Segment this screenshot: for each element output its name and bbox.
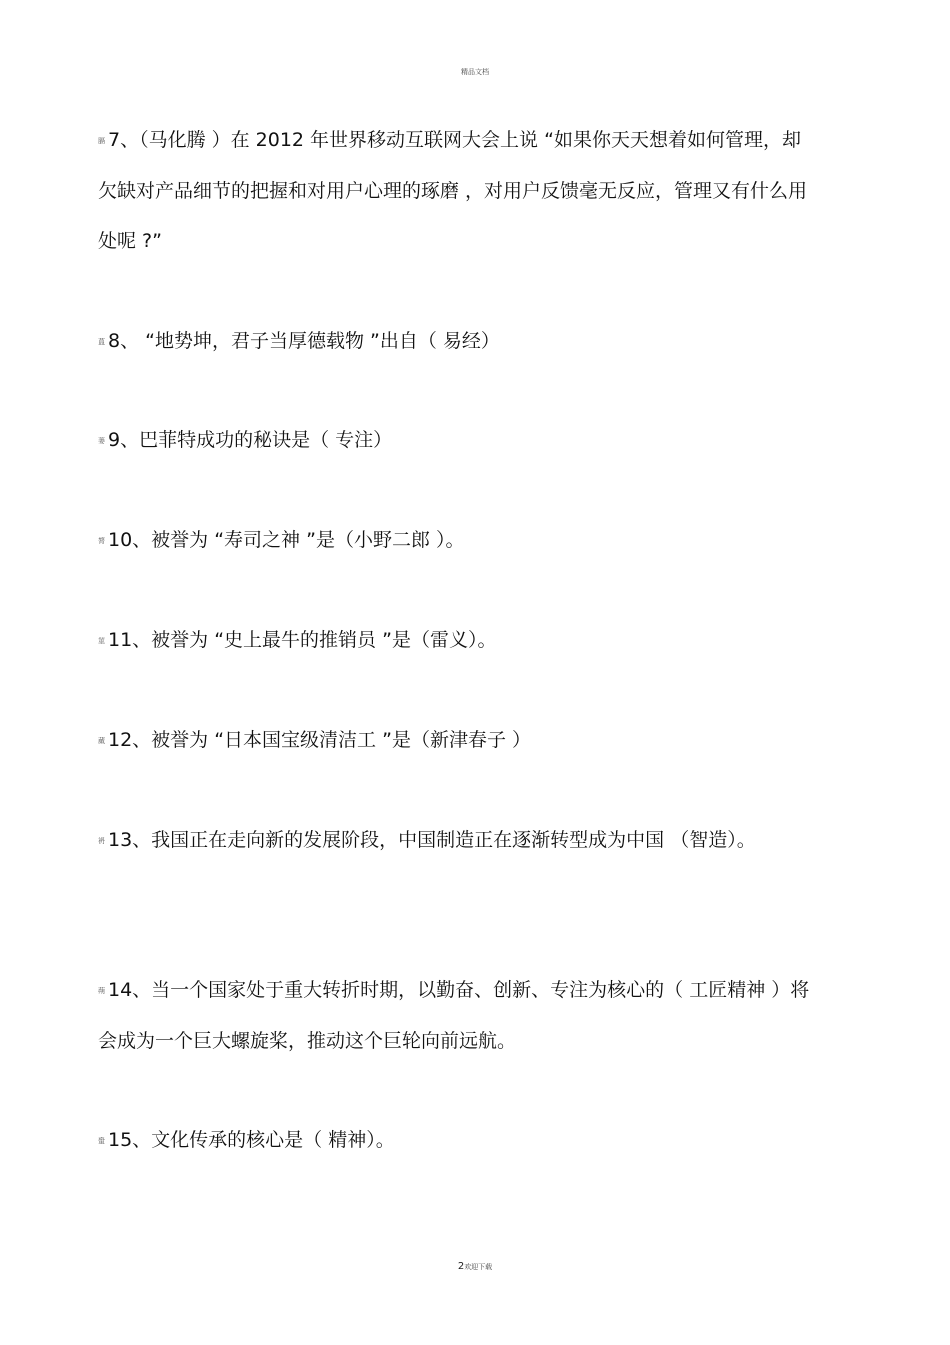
question-marker: 莁 [98, 636, 105, 645]
page-footer [0, 1261, 950, 1272]
question-marker: 螀 [98, 1136, 105, 1145]
question-text: 10、被誉为 “寿司之神 ”是（小野二郎 ）。 [108, 529, 465, 551]
question-marker: 膈 [98, 136, 105, 145]
footer-text: 欢迎下载 [464, 1263, 493, 1271]
question-7 [98, 115, 810, 266]
question-marker: 蒌 [98, 436, 105, 445]
question-10 [98, 515, 810, 566]
question-marker: 膂 [98, 536, 105, 545]
question-15 [98, 1115, 810, 1166]
question-marker: 蕆 [98, 736, 105, 745]
question-text: 14、当一个国家处于重大转折时期，以勤奋、创新、专注为核心的（ 工匠精神 ）将会成为一个巨大螺旋桨，推动这个巨轮向前远航。 [98, 979, 810, 1052]
question-12 [98, 715, 810, 766]
question-text: 9、巴菲特成功的秘诀是（ 专注） [108, 429, 393, 451]
question-marker: 袇 [98, 836, 105, 845]
question-text: 8、 “地势坤，君子当厚德载物 ”出自（ 易经） [108, 330, 500, 352]
question-13 [98, 815, 810, 866]
question-text: 7、（马化腾 ）在 2012 年世界移动互联网大会上说 “如果你天天想着如何管理，却欠缺对产品细节的把握和对用户心理的琢磨 ，对用户反馈毫无反应，管理又有什么用处呢 ?” [98, 129, 808, 252]
question-9 [98, 415, 810, 466]
page-header: 精品文档 [461, 68, 489, 76]
question-11 [98, 615, 810, 666]
question-14 [98, 965, 810, 1066]
question-text: 12、被誉为 “日本国宝级清洁工 ”是（新津春子 ） [108, 729, 531, 751]
question-marker: 蒴 [98, 986, 105, 995]
question-text: 13、我国正在走向新的发展阶段，中国制造正在逐渐转型成为中国 （智造）。 [108, 829, 756, 851]
question-text: 15、文化传承的核心是（ 精神）。 [108, 1129, 395, 1151]
question-text: 11、被誉为 “史上最牛的推销员 ”是（雷义）。 [108, 629, 497, 651]
page-number: 2 [457, 1261, 465, 1272]
question-marker: 蒀 [98, 337, 105, 346]
question-8 [98, 316, 810, 367]
